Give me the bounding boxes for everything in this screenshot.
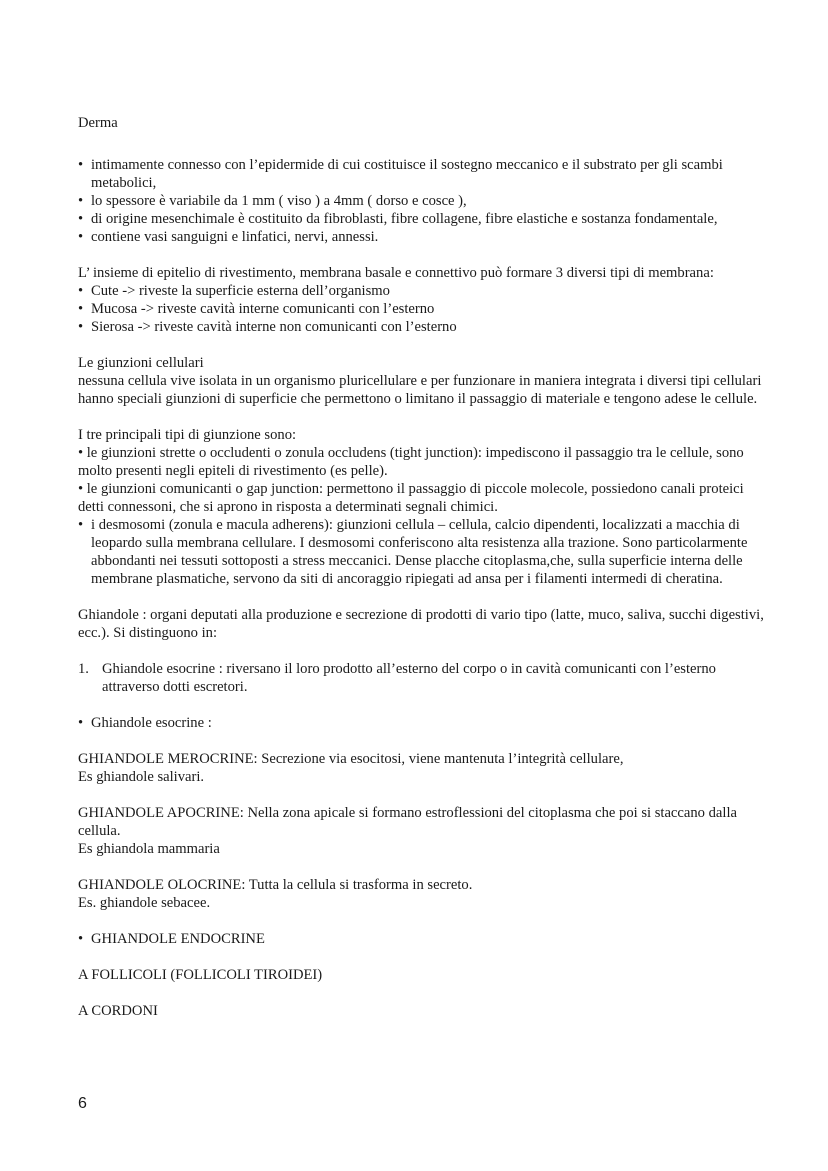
ghiandole-esocrine-bullet: • Ghiandole esocrine : (78, 715, 212, 731)
giunzioni-body: nessuna cellula vive isolata in un organismo pluricellulare e per funzionare in maniera integrata i diversi tipi cellulari hanno speciali giunzioni di superficie che permettono o limitano il passaggio di materiale e tengono adese le cellule. (78, 373, 762, 407)
giunzioni-comunicanti: • le giunzioni comunicanti o gap junction: permettono il passaggio di piccole molecole, possiedono canali proteici detti connessoni, che si aprono in risposta a determinati segnali chimici. (78, 481, 744, 515)
derma-item: • di origine mesenchimale è costituito da fibroblasti, fibre collagene, fibre elastiche e sostanza fondamentale, (78, 211, 718, 227)
membrane-item: • Sierosa -> riveste cavità interne non comunicanti con l’esterno (78, 319, 457, 335)
merocrine-example: Es ghiandole salivari. (78, 769, 205, 785)
membrane-item: • Mucosa -> riveste cavità interne comunicanti con l’esterno (78, 301, 435, 317)
giunzioni-title: Le giunzioni cellulari (78, 355, 204, 371)
olocrine-text: GHIANDOLE OLOCRINE: Tutta la cellula si trasforma in secreto. (78, 877, 473, 893)
follicoli-text: A FOLLICOLI (FOLLICOLI TIROIDEI) (78, 967, 323, 983)
giunzioni-strette: • le giunzioni strette o occludenti o zonula occludens (tight junction): impediscono il passaggio tra le cellule, sono molto presenti negli epiteli di rivestimento (es pelle). (78, 445, 744, 479)
giunzioni-desmosomi: • i desmosomi (zonula e macula adherens): giunzioni cellula – cellula, calcio dipendenti, localizzati a macchia di leopardo sulla membrana cellulare. I desmosomi conferiscono alta resistenza alla trazione. Sono particolarmente abbondanti nei tessuti sottoposti a stress meccanici. Dense placche citoplasma,che, sulla superficie interna delle membrane plasmatiche, servono da siti di ancoraggio ripiegati ad ansa per i filamenti intermedi di cheratina. (78, 517, 748, 587)
olocrine-example: Es. ghiandole sebacee. (78, 895, 211, 911)
derma-title: Derma (78, 115, 118, 131)
apocrine-example: Es ghiandola mammaria (78, 841, 220, 857)
cordoni-text: A CORDONI (78, 1003, 158, 1019)
merocrine-text: GHIANDOLE MEROCRINE: Secrezione via esocitosi, viene mantenuta l’integrità cellulare, (78, 751, 624, 767)
membrane-item: • Cute -> riveste la superficie esterna dell’organismo (78, 283, 390, 299)
giunzioni-types-intro: I tre principali tipi di giunzione sono: (78, 427, 297, 443)
ghiandole-intro: Ghiandole : organi deputati alla produzione e secrezione di prodotti di vario tipo (latte, muco, saliva, succhi digestivi, ecc.). Si distinguono in: (78, 607, 764, 641)
endocrine-bullet: • GHIANDOLE ENDOCRINE (78, 931, 265, 947)
document-page (78, 114, 768, 1020)
derma-item: • intimamente connesso con l’epidermide di cui costituisce il sostegno meccanico e il substrato per gli scambi metabolici, (78, 157, 723, 191)
derma-item: • lo spessore è variabile da 1 mm ( viso ) a 4mm ( dorso e cosce ), (78, 193, 467, 209)
page-number: 6 (78, 1095, 87, 1112)
apocrine-text: GHIANDOLE APOCRINE: Nella zona apicale si formano estroflessioni del citoplasma che poi si staccano dalla cellula. (78, 805, 737, 839)
membrane-intro: L’ insieme di epitelio di rivestimento, membrana basale e connettivo può formare 3 diversi tipi di membrana: (78, 265, 714, 281)
derma-item: • contiene vasi sanguigni e linfatici, nervi, annessi. (78, 229, 379, 245)
ghiandole-item-1: 1. Ghiandole esocrine : riversano il loro prodotto all’esterno del corpo o in cavità comunicanti con l’esterno attraverso dotti escretori. (78, 661, 716, 695)
